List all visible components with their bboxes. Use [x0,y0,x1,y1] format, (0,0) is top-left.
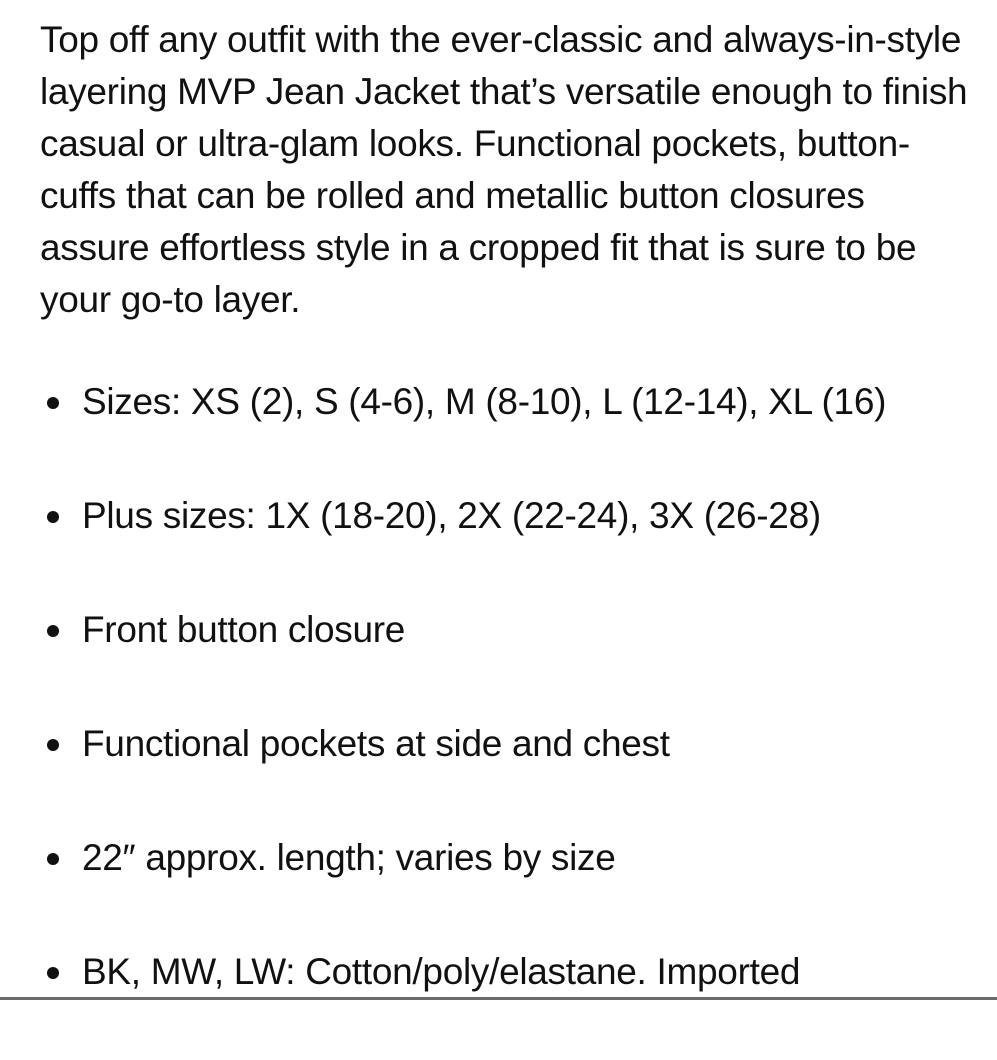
list-item [40,490,970,542]
bullet-icon [47,397,59,409]
list-item [40,832,970,884]
feature-text: Functional pockets at side and chest [82,723,670,764]
list-item [40,604,970,656]
feature-text: 22″ approx. length; varies by size [82,837,616,878]
bullet-icon [47,625,59,637]
product-description: Top off any outfit with the ever-classic and always-in-style layering MVP Jean Jacket that’s versatile enough to finish casual or ultra-glam looks. Functional pockets, button-cuffs that can be rolled and metallic button closures assure effortless style in a cropped fit that is sure to be your go-to layer. [40,19,968,320]
bullet-icon [47,853,59,865]
feature-list [40,376,970,998]
product-details [40,14,970,1060]
feature-text: Front button closure [82,609,406,650]
feature-text: BK, MW, LW: Cotton/poly/elastane. Imported [82,951,801,992]
bullet-icon [47,967,59,979]
list-item [40,376,970,428]
bullet-icon [47,511,59,523]
bullet-icon [47,739,59,751]
list-item [40,718,970,770]
feature-text: Sizes: XS (2), S (4-6), M (8-10), L (12-14), XL (16) [82,381,887,422]
list-item [40,946,970,998]
feature-text: Plus sizes: 1X (18-20), 2X (22-24), 3X (26-28) [82,495,821,536]
